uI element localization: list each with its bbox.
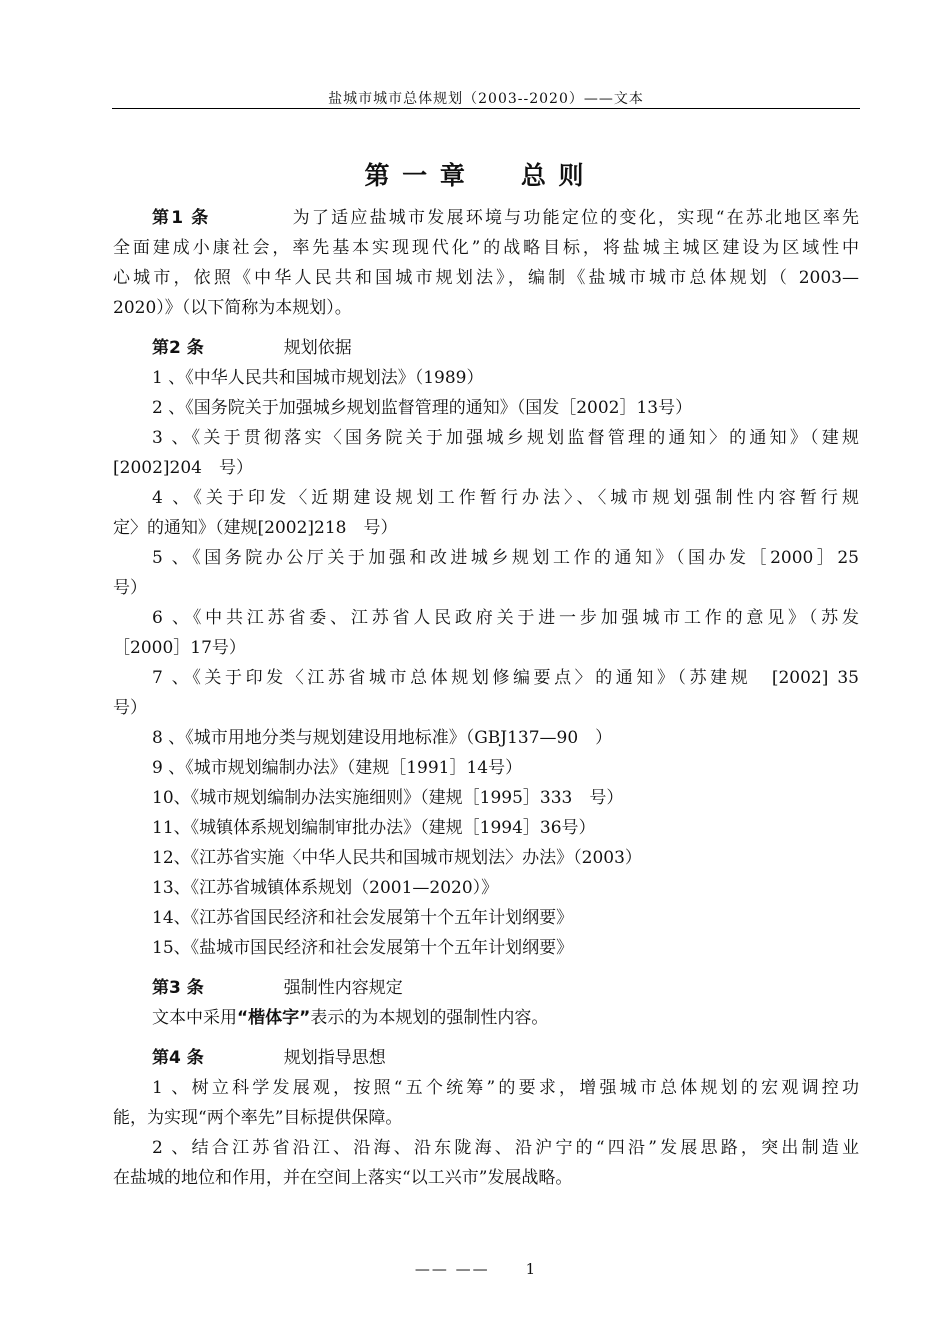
paragraph-line: 1 、树立科学发展观，按照“五个统筹”的要求，增强城市总体规划的宏观调控功 xyxy=(152,1078,859,1098)
article-2-heading xyxy=(113,333,859,363)
article-3-label: 第3 条 xyxy=(152,978,204,998)
list-item-continuation: ［2000］17号） xyxy=(113,638,246,658)
list-item-continuation: 定〉的通知》（建规[2002]218 号） xyxy=(113,518,398,538)
text-segment: 表示的为本规划的强制性内容。 xyxy=(310,1008,549,1028)
article-1-text: 为了适应盐城市发展环境与功能定位的变化，实现“在苏北地区率先 xyxy=(290,208,859,228)
list-item: 7 、《关于印发〈江苏省城市总体规划修编要点〉的通知》（苏建规 [2002] 35 xyxy=(152,668,859,688)
list-item: 15、《盐城市国民经济和社会发展第十个五年计划纲要》 xyxy=(152,938,574,958)
header-rule xyxy=(112,108,860,109)
paragraph-line: 2020）》（以下简称为本规划）。 xyxy=(113,298,352,318)
emphasis-text: “楷体字” xyxy=(237,1008,311,1028)
list-item: 5 、《国务院办公厅关于加强和改进城乡规划工作的通知》（国办发［2000］25 xyxy=(152,548,859,568)
list-item: 4 、《关于印发〈近期建设规划工作暂行办法〉、〈城市规划强制性内容暂行规 xyxy=(152,488,859,508)
paragraph-line: 心城市，依照《中华人民共和国城市规划法》，编制《盐城市城市总体规划（ 2003— xyxy=(113,268,859,288)
list-item: 14、《江苏省国民经济和社会发展第十个五年计划纲要》 xyxy=(152,908,574,928)
list-item-continuation: [2002]204 号） xyxy=(113,458,253,478)
list-item: 13、《江苏省城镇体系规划（2001—2020）》 xyxy=(152,878,499,898)
page-footer xyxy=(0,1260,950,1278)
article-1-label: 第1 条 xyxy=(152,208,211,228)
paragraph-line: 全面建成小康社会，率先基本实现现代化”的战略目标，将盐城主城区建设为区域性中 xyxy=(113,238,859,258)
article-2-title: 规划依据 xyxy=(283,338,352,358)
list-item: 6 、《中共江苏省委、江苏省人民政府关于进一步加强城市工作的意见》（苏发 xyxy=(152,608,859,628)
list-item: 10、《城市规划编制办法实施细则》（建规［1995］333 号） xyxy=(152,788,624,808)
page-number: 1 xyxy=(525,1260,536,1278)
footer-dashes: —— —— xyxy=(414,1260,490,1278)
article-3-text xyxy=(113,1003,859,1033)
list-item-continuation: 号） xyxy=(113,698,147,718)
list-item: 12、《江苏省实施〈中华人民共和国城市规划法〉办法》（2003） xyxy=(152,848,642,868)
article-3-heading xyxy=(113,973,859,1003)
list-item: 11、《城镇体系规划编制审批办法》（建规［1994］36号） xyxy=(152,818,596,838)
list-item: 9 、《城市规划编制办法》（建规［1991］14号） xyxy=(152,758,523,778)
text-segment: 文本中采用 xyxy=(152,1008,237,1028)
paragraph-line: 2 、结合江苏省沿江、沿海、沿东陇海、沿沪宁的“四沿”发展思路，突出制造业 xyxy=(152,1138,859,1158)
running-header: 盐城市城市总体规划（2003--2020）——文本 xyxy=(328,91,644,107)
paragraph-line: 能，为实现“两个率先”目标提供保障。 xyxy=(113,1108,403,1128)
list-item: 3 、《关于贯彻落实〈国务院关于加强城乡规划监督管理的通知〉的通知》（建规 xyxy=(152,428,859,448)
list-item: 1 、《中华人民共和国城市规划法》（1989） xyxy=(152,368,484,388)
list-item-continuation: 号） xyxy=(113,578,147,598)
document-body xyxy=(113,203,859,1193)
article-4-heading xyxy=(113,1043,859,1073)
article-3-title: 强制性内容规定 xyxy=(283,978,403,998)
article-4-title: 规划指导思想 xyxy=(283,1048,386,1068)
paragraph-line: 在盐城的地位和作用，并在空间上落实“以工兴市”发展战略。 xyxy=(113,1168,573,1188)
article-1-line xyxy=(113,203,859,233)
article-2-label: 第2 条 xyxy=(152,338,204,358)
article-4-label: 第4 条 xyxy=(152,1048,204,1068)
list-item: 2 、《国务院关于加强城乡规划监督管理的通知》（国发［2002］13号） xyxy=(152,398,693,418)
list-item: 8 、《城市用地分类与规划建设用地标准》（GBJ137—90 ） xyxy=(152,728,613,748)
chapter-title: 第 一 章 总 则 xyxy=(364,161,586,190)
